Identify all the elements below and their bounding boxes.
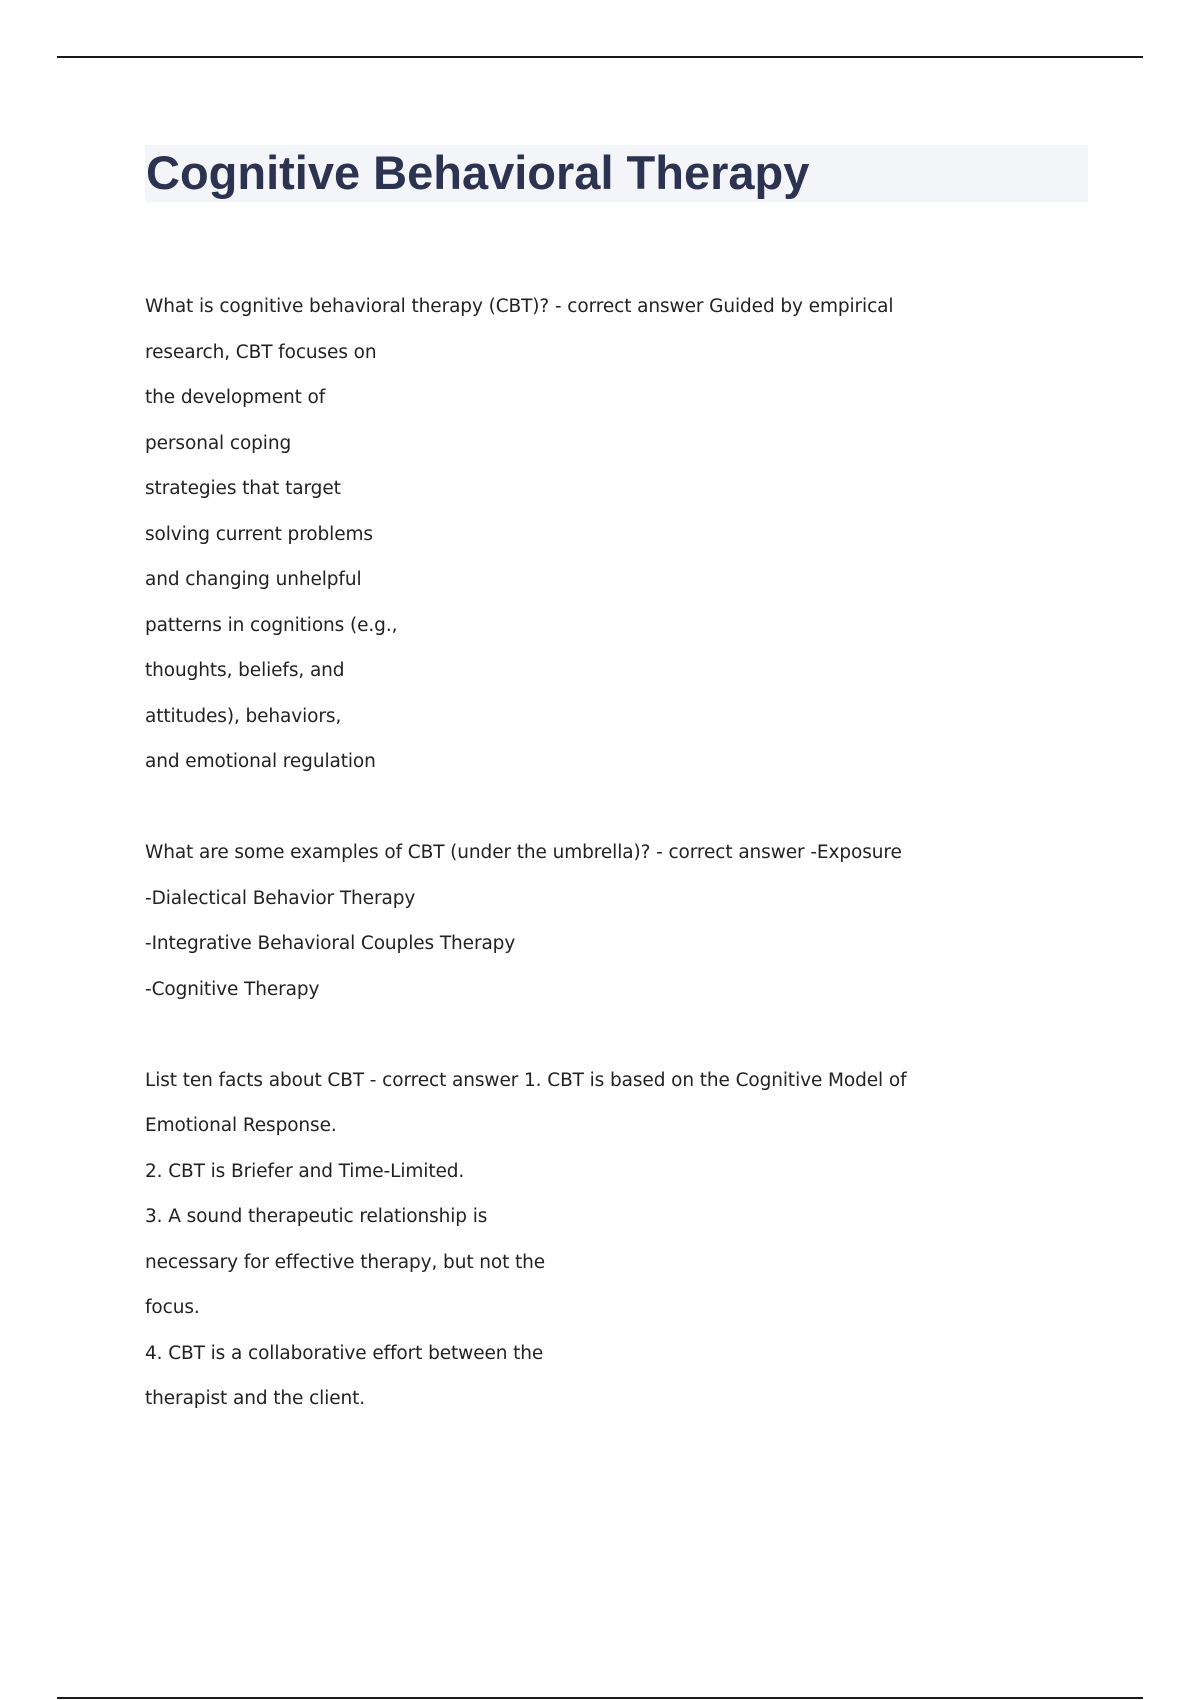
qa-block-what-is-cbt (145, 284, 1095, 785)
page-title: Cognitive Behavioral Therapy (146, 146, 810, 199)
question-line: What are some examples of CBT (under the umbrella)? - correct answer -Exposure (145, 842, 902, 863)
answer-line: patterns in cognitions (e.g., (145, 614, 398, 636)
question-line: What is cognitive behavioral therapy (CBT)? - correct answer Guided by empirical (145, 296, 894, 317)
top-rule (57, 56, 1143, 58)
answer-line: thoughts, beliefs, and (145, 660, 345, 681)
answer-line: 2. CBT is Briefer and Time-Limited. (145, 1160, 465, 1182)
answer-line: focus. (145, 1297, 200, 1318)
answer-line: -Dialectical Behavior Therapy (145, 887, 416, 909)
answer-line: Emotional Response. (145, 1115, 337, 1136)
document-body (145, 284, 1095, 1422)
answer-line: -Cognitive Therapy (145, 978, 320, 1000)
answer-line: 4. CBT is a collaborative effort between the (145, 1342, 544, 1364)
answer-line: research, CBT focuses on (145, 341, 377, 363)
answer-line: therapist and the client. (145, 1388, 366, 1409)
answer-line: necessary for effective therapy, but not the (145, 1251, 546, 1273)
answer-line: and emotional regulation (145, 751, 376, 772)
answer-line: attitudes), behaviors, (145, 705, 342, 727)
answer-line: -Integrative Behavioral Couples Therapy (145, 933, 516, 954)
bottom-rule (57, 1697, 1143, 1699)
qa-block-cbt-facts (145, 1058, 1095, 1422)
answer-line: and changing unhelpful (145, 569, 362, 590)
qa-block-cbt-examples (145, 830, 1095, 1012)
answer-line: strategies that target (145, 478, 341, 499)
answer-line: the development of (145, 387, 326, 408)
answer-line: personal coping (145, 432, 292, 454)
answer-line: solving current problems (145, 523, 373, 545)
answer-line: 3. A sound therapeutic relationship is (145, 1206, 488, 1227)
question-line: List ten facts about CBT - correct answer 1. CBT is based on the Cognitive Model of (145, 1069, 907, 1091)
